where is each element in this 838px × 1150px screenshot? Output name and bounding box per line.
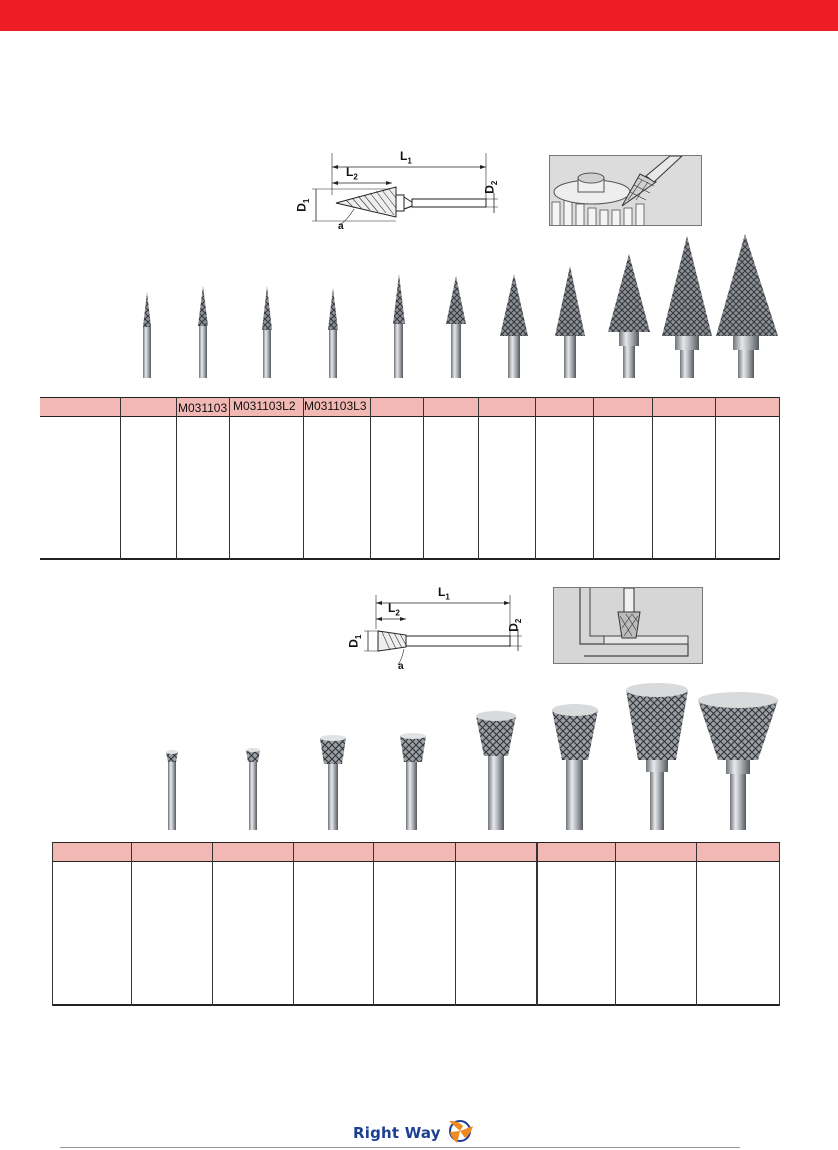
cone-burr-application-photo xyxy=(549,155,702,226)
cone-burr-8 xyxy=(555,266,585,378)
label-a: a xyxy=(398,661,404,672)
label-d2: $D_2$ xyxy=(482,180,499,194)
inverted-cone-burr-2 xyxy=(246,748,260,830)
cone-burr-10 xyxy=(662,236,712,378)
label-a: a xyxy=(338,221,344,232)
top-banner xyxy=(0,0,838,31)
inverted-cone-burr-1 xyxy=(166,750,178,830)
cone-burr-2 xyxy=(198,286,208,378)
table-body xyxy=(52,862,780,1006)
header-cell-m031103l2: M031103L2 xyxy=(233,399,296,413)
label-l1: $L_1$ xyxy=(438,585,450,602)
cone-burr-dimension-diagram xyxy=(296,145,506,235)
inverted-cone-burr-8 xyxy=(698,692,778,830)
cone-burr-9 xyxy=(608,254,650,378)
inverted-cone-burr-6 xyxy=(552,704,598,830)
label-d2: $D_2$ xyxy=(506,618,523,632)
cone-burr-4 xyxy=(328,288,338,378)
table-header-row xyxy=(40,397,780,417)
brand-name: Right Way xyxy=(353,1124,441,1142)
cone-burr-1 xyxy=(143,292,151,378)
inverted-cone-burr-3 xyxy=(320,735,346,830)
inverted-cone-burr-7 xyxy=(626,683,688,830)
table-body xyxy=(40,417,780,560)
cone-burr-3 xyxy=(262,286,272,378)
label-d1: $D_1$ xyxy=(346,634,363,648)
cone-burr-11 xyxy=(716,234,778,378)
inverted-cone-burr-4 xyxy=(400,733,426,830)
cone-burr-7 xyxy=(500,274,528,378)
cone-burr-product-row xyxy=(130,232,780,378)
label-d1: $D_1$ xyxy=(294,198,311,212)
label-l1: $L_1$ xyxy=(400,149,412,166)
footer-divider xyxy=(60,1147,740,1148)
inverted-cone-burr-product-row xyxy=(150,682,780,830)
inverted-cone-burr-5 xyxy=(476,711,516,830)
cone-burr-spec-table xyxy=(40,397,780,560)
right-way-logo-icon xyxy=(445,1118,475,1149)
cone-burr-6 xyxy=(446,276,466,378)
cone-burr-5 xyxy=(393,274,405,378)
inverted-cone-application-photo xyxy=(553,587,703,664)
table-header-row xyxy=(52,842,780,862)
header-cell-m031103: M031103 xyxy=(178,401,228,415)
label-l2: $L_2$ xyxy=(346,165,358,182)
brand-logo xyxy=(353,1120,475,1146)
label-l2: $L_2$ xyxy=(388,601,400,618)
inverted-cone-spec-table xyxy=(52,842,780,1006)
inverted-cone-burr-dimension-diagram xyxy=(346,585,530,675)
header-cell-m031103l3: M031103L3 xyxy=(304,399,367,413)
